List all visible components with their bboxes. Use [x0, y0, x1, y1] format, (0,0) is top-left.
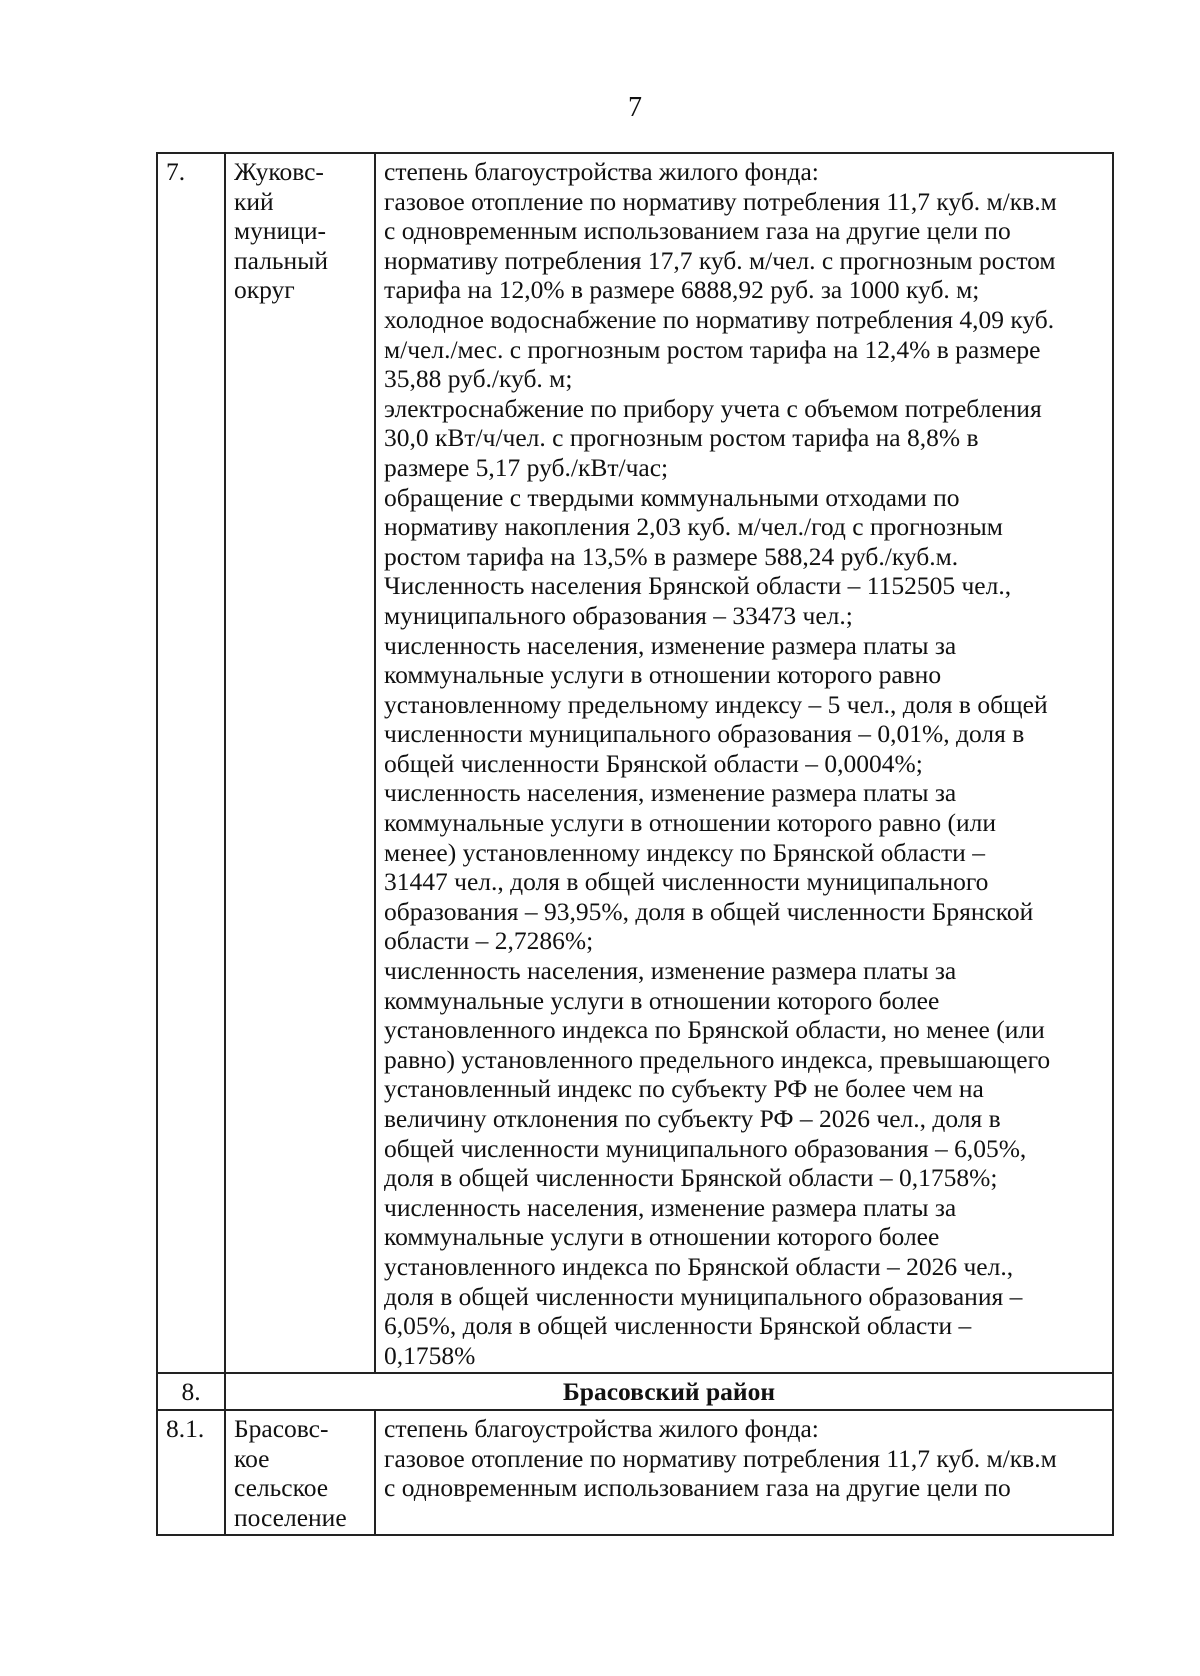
description-line: коммунальные услуги в отношении которого более — [384, 985, 940, 1015]
description-line: численность населения, изменение размера платы за — [384, 1192, 957, 1222]
description-line: Численность населения Брянской области – 1152505 чел., — [384, 571, 1012, 601]
table-row-7 — [157, 153, 1113, 1373]
description-line: м/чел./мес. с прогнозным ростом тарифа на 12,4% в размере — [384, 334, 1041, 364]
description-line: газовое отопление по нормативу потребления 11,7 куб. м/кв.м — [384, 186, 1057, 216]
municipality-name — [225, 1410, 375, 1535]
description-line: численность населения, изменение размера платы за — [384, 778, 957, 808]
description-line: степень благоустройства жилого фонда: — [384, 157, 819, 186]
description-line: установленный индекс по субъекту РФ не более чем на — [384, 1074, 984, 1104]
row-number: 7. — [157, 153, 225, 1373]
description-line: с одновременным использованием газа на другие цели по — [384, 1473, 1011, 1503]
description-line: холодное водоснабжение по нормативу потребления 4,09 куб. — [384, 304, 1055, 334]
description-line: установленного индекса по Брянской области, но менее (или — [384, 1015, 1045, 1045]
description-line: размере 5,17 руб./кВт/час; — [384, 452, 669, 482]
description-line: области – 2,7286%; — [384, 926, 594, 956]
municipality-name — [225, 153, 375, 1373]
name-line: поселение — [234, 1502, 347, 1532]
row-description — [375, 1410, 1113, 1535]
description-line: численности муниципального образования – 0,01%, доля в — [384, 719, 1025, 749]
name-line: сельское — [234, 1473, 329, 1503]
description-line: муниципального образования – 33473 чел.; — [384, 600, 853, 630]
row-description — [375, 153, 1113, 1373]
row-number: 8.1. — [157, 1410, 225, 1535]
description-line: ростом тарифа на 13,5% в размере 588,24 руб./куб.м. — [384, 541, 959, 571]
description-line: тарифа на 12,0% в размере 6888,92 руб. за 1000 куб. м; — [384, 275, 980, 305]
name-line: кий — [234, 186, 274, 216]
description-line: общей численности Брянской области – 0,0004%; — [384, 748, 923, 778]
description-line: коммунальные услуги в отношении которого равно — [384, 660, 942, 690]
description-line: образования – 93,95%, доля в общей численности Брянской — [384, 896, 1034, 926]
name-line: пальный — [234, 245, 328, 275]
description-line: нормативу потребления 17,7 куб. м/чел. с прогнозным ростом — [384, 245, 1056, 275]
description-line: электроснабжение по прибору учета с объемом потребления — [384, 393, 1042, 423]
description-line: с одновременным использованием газа на другие цели по — [384, 216, 1011, 246]
description-line: обращение с твердыми коммунальными отходами по — [384, 482, 960, 512]
description-line: коммунальные услуги в отношении которого более — [384, 1222, 940, 1252]
name-line: кое — [234, 1443, 270, 1473]
description-line: равно) установленного предельного индекса, превышающего — [384, 1044, 1051, 1074]
description-line: газовое отопление по нормативу потребления 11,7 куб. м/кв.м — [384, 1443, 1057, 1473]
description-line: нормативу накопления 2,03 куб. м/чел./год с прогнозным — [384, 512, 1003, 542]
description-line: общей численности муниципального образования – 6,05%, — [384, 1133, 1027, 1163]
page-number: 7 — [628, 92, 642, 123]
description-line: 0,1758% — [384, 1340, 476, 1370]
description-line: доля в общей численности Брянской области – 0,1758%; — [384, 1163, 998, 1193]
description-line: менее) установленному индексу по Брянской области – — [384, 837, 985, 867]
description-line: 6,05%, доля в общей численности Брянской области – — [384, 1311, 972, 1341]
name-line: Жуковс- — [234, 157, 324, 186]
tariff-table — [156, 152, 1114, 1536]
description-line: установленного индекса по Брянской области – 2026 чел., — [384, 1251, 1014, 1281]
name-line: муници- — [234, 216, 326, 246]
description-line: степень благоустройства жилого фонда: — [384, 1413, 819, 1443]
description-line: 30,0 кВт/ч/чел. с прогнозным ростом тарифа на 8,8% в — [384, 423, 979, 453]
table-row-8-1 — [157, 1410, 1113, 1535]
description-line: установленному предельному индексу – 5 чел., доля в общей — [384, 689, 1048, 719]
section-title: Брасовский район — [225, 1373, 1113, 1410]
section-row — [157, 1373, 1113, 1410]
description-line: величину отклонения по субъекту РФ – 2026 чел., доля в — [384, 1104, 1001, 1133]
description-line: 31447 чел., доля в общей численности муниципального — [384, 867, 989, 897]
name-line: Брасовс- — [234, 1413, 329, 1443]
description-line: коммунальные услуги в отношении которого равно (или — [384, 808, 996, 838]
description-line: численность населения, изменение размера платы за — [384, 630, 957, 660]
name-line: округ — [234, 275, 295, 305]
description-line: доля в общей численности муниципального образования – — [384, 1281, 1023, 1311]
section-number: 8. — [157, 1373, 225, 1410]
description-line: 35,88 руб./куб. м; — [384, 364, 573, 394]
description-line: численность населения, изменение размера платы за — [384, 956, 957, 986]
